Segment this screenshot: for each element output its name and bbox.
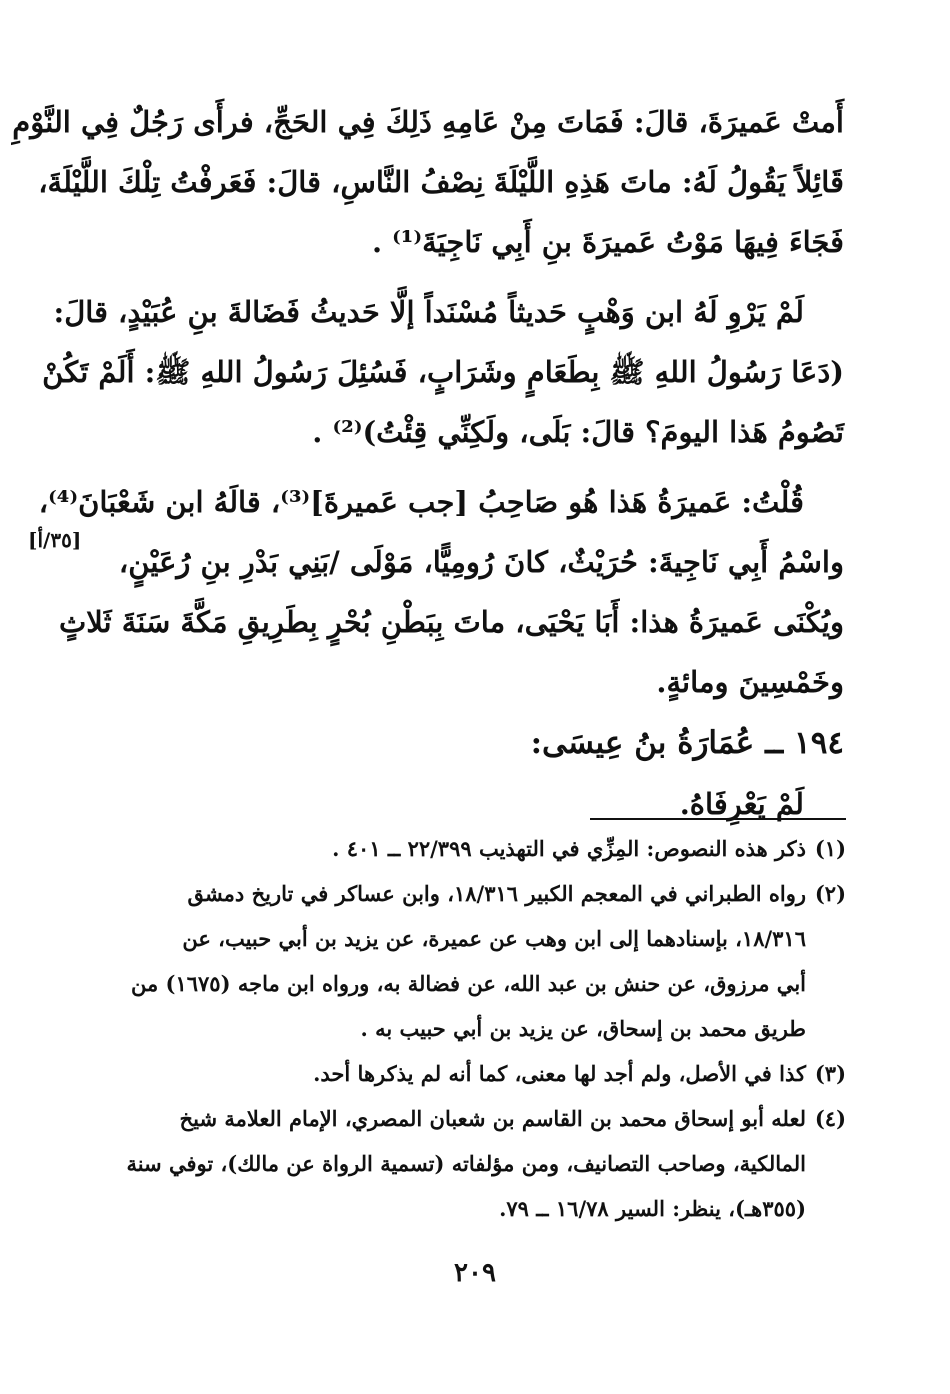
- page-number: ٢٠٩: [454, 1258, 496, 1288]
- footnotes: [108, 826, 846, 1231]
- footnote-text: (٣٥٥هـ)، ينظر: السير ١٦/٧٨ ــ ٧٩.: [499, 1196, 806, 1221]
- footnote-divider: [590, 818, 846, 820]
- entry-text: لَمْ يَعْرِفَاهُ.: [679, 787, 804, 821]
- margin-folio-note: [٣٥/أ]: [28, 528, 82, 552]
- footnote-number: (٤): [814, 1106, 846, 1131]
- footnote-text: المالكية، وصاحب التصانيف، ومن مؤلفاته (تسمية الرواة عن مالك)، توفي سنة: [126, 1151, 806, 1176]
- footnote-number: (٣): [814, 1061, 846, 1086]
- footnote-number: (١): [814, 836, 846, 861]
- text-line: وخَمْسِينَ ومائةٍ.: [656, 665, 844, 699]
- footnote-text: كذا في الأصل، ولم أجد لها معنى، كما أنه لم يذكرها أحد.: [313, 1061, 806, 1086]
- text-line: قُلْتُ: عَميرَةُ هَذا هُو صَاحِبُ [جب عَميرةَ]⁽³⁾، قالَهُ ابن شَعْبَانَ⁽⁴⁾،: [38, 485, 804, 519]
- footnote-text: ذكر هذه النصوص: المِزِّي في التهذيب ٢٢/٣٩٩ ــ ٤٠١ .: [332, 836, 806, 861]
- text-line: فَجَاءَ فِيهَا مَوْتُ عَميرَةَ بنِ أَبِي نَاجِيَةَ⁽¹⁾ .: [371, 225, 844, 259]
- footnote-text: لعله أبو إسحاق محمد بن القاسم بن شعبان المصري، الإمام العلامة شيخ: [179, 1106, 806, 1131]
- footnote-text: رواه الطبراني في المعجم الكبير ١٨/٣١٦، وابن عساكر في تاريخ دمشق: [187, 881, 806, 906]
- footnote-1: [108, 826, 846, 871]
- text-line: لَمْ يَرْوِ لَهُ ابن وَهْبٍ حَديثاً مُسْنَداً إلَّا حَديثُ فَضَالةَ بنِ عُبَيْدٍ، قالَ:: [53, 295, 804, 329]
- footnote-text: أبي مرزوق، عن حنش بن عبد الله، عن فضالة به، ورواه ابن ماجه (١٦٧٥) من: [130, 971, 806, 996]
- text-line: تَصُومُ هَذا اليومَ؟ قالَ: بَلَى، ولَكِنِّي قِئْتُ)⁽²⁾ .: [312, 415, 844, 449]
- footnote-text: ١٨/٣١٦، بإسنادهما إلى ابن وهب عن عميرة، عن يزيد بن أبي حبيب، عن: [182, 926, 806, 951]
- footnote-3: [108, 1051, 846, 1096]
- text-line: قَائِلاً يَقُولُ لَهُ: ماتَ هَذِهِ اللَّيْلَةَ نِصْفُ النَّاسِ، قالَ: فَعَرفْتُ تِلْكَ اللَّيْلَةَ،: [38, 165, 844, 199]
- paragraph-1: [12, 92, 844, 272]
- footnote-text: طريق محمد بن إسحاق، عن يزيد بن أبي حبيب به .: [360, 1016, 806, 1041]
- text-line: ويُكْنَى عَميرَةُ هذا: أَبَا يَحْيَى، ماتَ بِبَطْنِ بُحْرٍ بِطَرِيقِ مَكَّةَ سَنَةَ ثَلاثٍ: [58, 605, 844, 639]
- text-line: أَمتْ عَميرَةَ، قالَ: فَمَاتَ مِنْ عَامِهِ ذَلِكَ فِي الحَجِّ، فرأَى رَجُلٌ فِي النَّوْمِ: [12, 105, 844, 139]
- paragraph-2: [42, 282, 844, 462]
- text-line: (دَعَا رَسُولُ اللهِ ﷺ بِطَعَامٍ وشَرَابٍ، فَسُئِلَ رَسُولُ اللهِ ﷺ: أَلَمْ تَكُنْ: [42, 355, 844, 389]
- entry-heading: ١٩٤ ــ عُمَارَةُ بنُ عِيسَى:: [530, 725, 844, 761]
- footnote-number: (٢): [814, 881, 846, 906]
- text-line: واسْمُ أَبِي نَاجِيةَ: حُرَيْثٌ، كانَ رُومِيًّا، مَوْلَى /بَنِي بَدْرِ بنِ رُعَيْنٍ،: [118, 545, 844, 579]
- footnote-4: [108, 1096, 846, 1231]
- footnote-2: [108, 871, 846, 1051]
